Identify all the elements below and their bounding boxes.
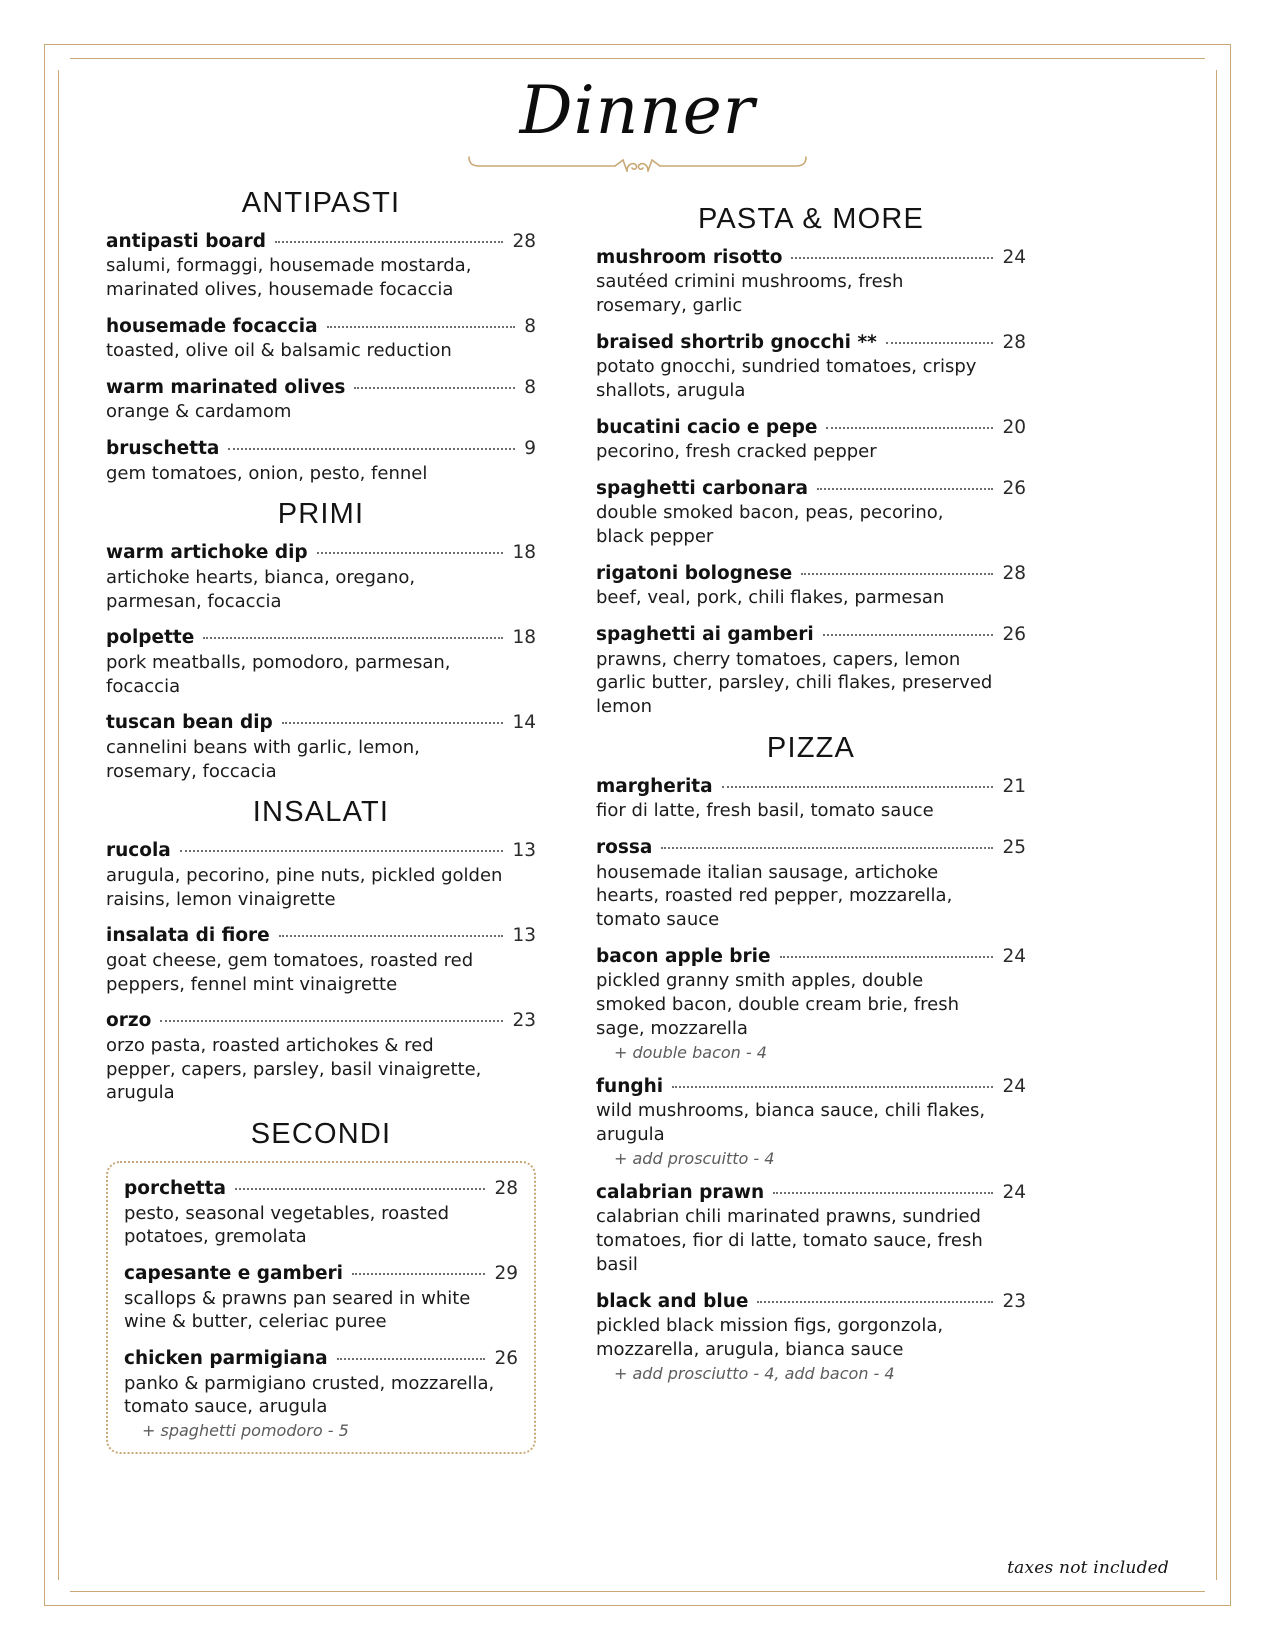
menu-item-header xyxy=(596,416,1026,439)
menu-item-addon: + add prosciutto - 4, add bacon - 4 xyxy=(614,1364,895,1384)
right-column xyxy=(596,179,1026,1454)
menu-item-description: sautéed crimini mushrooms, fresh rosemary, garlic xyxy=(596,271,904,317)
dotted-leader xyxy=(160,1020,503,1022)
menu-item-header xyxy=(106,230,536,253)
section-heading: SECONDI xyxy=(250,1118,392,1151)
menu-item-header xyxy=(106,924,536,947)
menu-item-price: 13 xyxy=(512,840,536,862)
title-block xyxy=(106,72,1169,177)
menu-item-description: arugula, pecorino, pine nuts, pickled golden raisins, lemon vinaigrette xyxy=(106,864,503,910)
menu-item-header xyxy=(106,1009,536,1032)
dotted-leader xyxy=(780,956,994,958)
menu-item-addon: + double bacon - 4 xyxy=(614,1043,767,1063)
menu-item-price: 25 xyxy=(1002,837,1026,859)
menu-item-name: porchetta xyxy=(124,1178,226,1200)
menu-item-price: 8 xyxy=(524,316,536,338)
menu-item-header xyxy=(106,315,536,338)
menu-item-price: 18 xyxy=(512,542,536,564)
menu-item-name: spaghetti carbonara xyxy=(596,478,808,500)
menu-item-description: orange & cardamom xyxy=(106,401,292,423)
menu-item-name: bruschetta xyxy=(106,438,220,460)
dotted-leader xyxy=(203,637,503,639)
menu-item-name: bucatini cacio e pepe xyxy=(596,417,818,439)
menu-item-header xyxy=(596,1181,1026,1204)
menu-item-description: pork meatballs, pomodoro, parmesan, focaccia xyxy=(106,651,451,697)
menu-item xyxy=(124,1177,518,1249)
menu-item xyxy=(596,623,1026,719)
menu-item-price: 28 xyxy=(1002,332,1026,354)
menu-item-description: fior di latte, fresh basil, tomato sauce xyxy=(596,800,934,822)
menu-item-name: orzo xyxy=(106,1010,152,1032)
menu-item-header xyxy=(106,839,536,862)
menu-item-addon: + spaghetti pomodoro - 5 xyxy=(142,1421,349,1441)
menu-item-description: goat cheese, gem tomatoes, roasted red peppers, fennel mint vinaigrette xyxy=(106,949,474,995)
menu-item-price: 18 xyxy=(512,627,536,649)
menu-item-description: panko & parmigiano crusted, mozzarella, tomato sauce, arugula xyxy=(124,1372,495,1418)
menu-item-price: 20 xyxy=(1002,417,1026,439)
menu-item-header xyxy=(106,541,536,564)
menu-item-price: 8 xyxy=(524,377,536,399)
menu-item-header xyxy=(124,1177,518,1200)
menu-item xyxy=(106,626,536,698)
section-heading: PASTA & MORE xyxy=(697,203,925,236)
menu-item-price: 26 xyxy=(1002,478,1026,500)
highlighted-section-box xyxy=(106,1161,536,1454)
menu-item xyxy=(106,541,536,613)
menu-item-name: insalata di fiore xyxy=(106,925,270,947)
menu-item xyxy=(596,775,1026,823)
dotted-leader xyxy=(886,342,994,344)
menu-item xyxy=(596,1290,1026,1383)
section-heading: INSALATI xyxy=(252,796,390,829)
menu-item-name: polpette xyxy=(106,627,195,649)
menu-item xyxy=(596,836,1026,932)
menu-item-name: rucola xyxy=(106,840,171,862)
menu-item-name: bacon apple brie xyxy=(596,946,771,968)
menu-item-description: double smoked bacon, peas, pecorino, black pepper xyxy=(596,502,944,548)
page-title: Dinner xyxy=(519,72,756,149)
menu-item-header xyxy=(596,562,1026,585)
menu-item-description: cannelini beans with garlic, lemon, rosemary, foccacia xyxy=(106,736,420,782)
dotted-leader xyxy=(801,573,993,575)
menu-item-header xyxy=(596,331,1026,354)
menu-item-name: spaghetti ai gamberi xyxy=(596,624,814,646)
menu-item-price: 28 xyxy=(1002,563,1026,585)
menu-item xyxy=(106,437,536,485)
menu-item-name: tuscan bean dip xyxy=(106,712,273,734)
section-heading: PRIMI xyxy=(277,498,365,531)
menu-item-header xyxy=(596,1075,1026,1098)
menu-item-header xyxy=(596,945,1026,968)
menu-item-addon: + add proscuitto - 4 xyxy=(614,1149,775,1169)
menu-item-header xyxy=(596,836,1026,859)
menu-item-header xyxy=(596,1290,1026,1313)
menu-item-name: braised shortrib gnocchi ** xyxy=(596,332,877,354)
menu-item-price: 29 xyxy=(494,1263,518,1285)
menu-item-name: housemade focaccia xyxy=(106,316,318,338)
menu-item-name: rigatoni bolognese xyxy=(596,563,793,585)
menu-item-price: 28 xyxy=(512,231,536,253)
menu-item-name: warm artichoke dip xyxy=(106,542,308,564)
ornamental-flourish-divider-icon xyxy=(465,151,810,177)
dotted-leader xyxy=(317,552,504,554)
menu-item xyxy=(106,839,536,911)
dotted-leader xyxy=(826,427,993,429)
menu-item-description: gem tomatoes, onion, pesto, fennel xyxy=(106,462,428,484)
menu-item xyxy=(596,1075,1026,1168)
menu-item-price: 9 xyxy=(524,438,536,460)
menu-item xyxy=(596,562,1026,610)
menu-item-description: salumi, formaggi, housemade mostarda, marinated olives, housemade focaccia xyxy=(106,255,472,301)
menu-item-price: 21 xyxy=(1002,776,1026,798)
menu-item-price: 23 xyxy=(1002,1291,1026,1313)
menu-columns xyxy=(106,179,1169,1454)
section-heading: ANTIPASTI xyxy=(241,187,401,220)
menu-item xyxy=(124,1262,518,1334)
menu-item-name: rossa xyxy=(596,837,653,859)
menu-item-price: 24 xyxy=(1002,1076,1026,1098)
menu-item xyxy=(596,416,1026,464)
dotted-leader xyxy=(282,722,504,724)
menu-item-price: 24 xyxy=(1002,1182,1026,1204)
menu-item-description: pickled black mission figs, gorgonzola, mozzarella, arugula, bianca sauce xyxy=(596,1315,944,1361)
menu-item xyxy=(106,711,536,783)
dotted-leader xyxy=(791,257,993,259)
menu-item-description: beef, veal, pork, chili flakes, parmesan xyxy=(596,587,945,609)
menu-item xyxy=(596,246,1026,318)
menu-item xyxy=(106,924,536,996)
dotted-leader xyxy=(275,241,503,243)
menu-item-header xyxy=(596,623,1026,646)
menu-item xyxy=(596,477,1026,549)
menu-item-header xyxy=(106,711,536,734)
dotted-leader xyxy=(757,1301,993,1303)
section-heading: PIZZA xyxy=(766,732,856,765)
menu-item-header xyxy=(124,1347,518,1370)
menu-item-description: orzo pasta, roasted artichokes & red pepper, capers, parsley, basil vinaigrette, arugula xyxy=(106,1034,482,1104)
menu-item-name: black and blue xyxy=(596,1291,749,1313)
menu-item xyxy=(106,315,536,363)
dotted-leader xyxy=(279,935,504,937)
menu-item-price: 23 xyxy=(512,1010,536,1032)
menu-item-header xyxy=(124,1262,518,1285)
menu-item xyxy=(596,1181,1026,1277)
menu-item-header xyxy=(106,437,536,460)
dotted-leader xyxy=(352,1273,485,1275)
menu-item-header xyxy=(106,376,536,399)
dotted-leader xyxy=(773,1192,993,1194)
menu-item-header xyxy=(596,246,1026,269)
dotted-leader xyxy=(722,786,994,788)
menu-item-header xyxy=(596,775,1026,798)
dotted-leader xyxy=(823,634,994,636)
dotted-leader xyxy=(354,387,515,389)
menu-item-name: antipasti board xyxy=(106,231,267,253)
dotted-leader xyxy=(672,1086,993,1088)
menu-item-name: warm marinated olives xyxy=(106,377,346,399)
menu-item-description: pesto, seasonal vegetables, roasted potatoes, gremolata xyxy=(124,1202,450,1248)
menu-item xyxy=(124,1347,518,1440)
menu-item-price: 28 xyxy=(494,1178,518,1200)
dotted-leader xyxy=(661,847,993,849)
menu-item-header xyxy=(106,626,536,649)
menu-item-description: artichoke hearts, bianca, oregano, parmesan, focaccia xyxy=(106,566,416,612)
menu-item-name: margherita xyxy=(596,776,713,798)
menu-item-description: toasted, olive oil & balsamic reduction xyxy=(106,340,452,362)
menu-item-price: 24 xyxy=(1002,247,1026,269)
footer-note: taxes not included xyxy=(1007,1558,1169,1578)
menu-item-price: 13 xyxy=(512,925,536,947)
menu-item xyxy=(106,230,536,302)
menu-item-description: scallops & prawns pan seared in white wine & butter, celeriac puree xyxy=(124,1287,471,1333)
menu-item-name: chicken parmigiana xyxy=(124,1348,328,1370)
menu-page xyxy=(58,58,1217,1592)
menu-item-description: potato gnocchi, sundried tomatoes, crispy shallots, arugula xyxy=(596,356,977,402)
dotted-leader xyxy=(235,1188,486,1190)
menu-item-name: capesante e gamberi xyxy=(124,1263,343,1285)
menu-item-description: wild mushrooms, bianca sauce, chili flakes, arugula xyxy=(596,1100,986,1146)
menu-item xyxy=(106,376,536,424)
dotted-leader xyxy=(817,488,993,490)
menu-item xyxy=(596,945,1026,1062)
menu-item-description: calabrian chili marinated prawns, sundried tomatoes, fior di latte, tomato sauce, fresh basil xyxy=(596,1206,983,1276)
menu-item-header xyxy=(596,477,1026,500)
dotted-leader xyxy=(180,850,504,852)
menu-item-name: calabrian prawn xyxy=(596,1182,765,1204)
menu-item-description: pickled granny smith apples, double smoked bacon, double cream brie, fresh sage, mozzarella xyxy=(596,970,960,1040)
menu-item-price: 26 xyxy=(494,1348,518,1370)
menu-item-name: funghi xyxy=(596,1076,664,1098)
dotted-leader xyxy=(337,1358,486,1360)
dotted-leader xyxy=(327,326,516,328)
menu-item-price: 14 xyxy=(512,712,536,734)
menu-item-description: prawns, cherry tomatoes, capers, lemon garlic butter, parsley, chili flakes, preserved lemon xyxy=(596,648,993,718)
menu-item-description: housemade italian sausage, artichoke hearts, roasted red pepper, mozzarella, tomato sauce xyxy=(596,861,953,931)
menu-item-name: mushroom risotto xyxy=(596,247,783,269)
menu-item-description: pecorino, fresh cracked pepper xyxy=(596,441,877,463)
menu-item-price: 24 xyxy=(1002,946,1026,968)
menu-item xyxy=(596,331,1026,403)
left-column xyxy=(106,179,536,1454)
menu-item xyxy=(106,1009,536,1105)
dotted-leader xyxy=(228,448,515,450)
menu-item-price: 26 xyxy=(1002,624,1026,646)
